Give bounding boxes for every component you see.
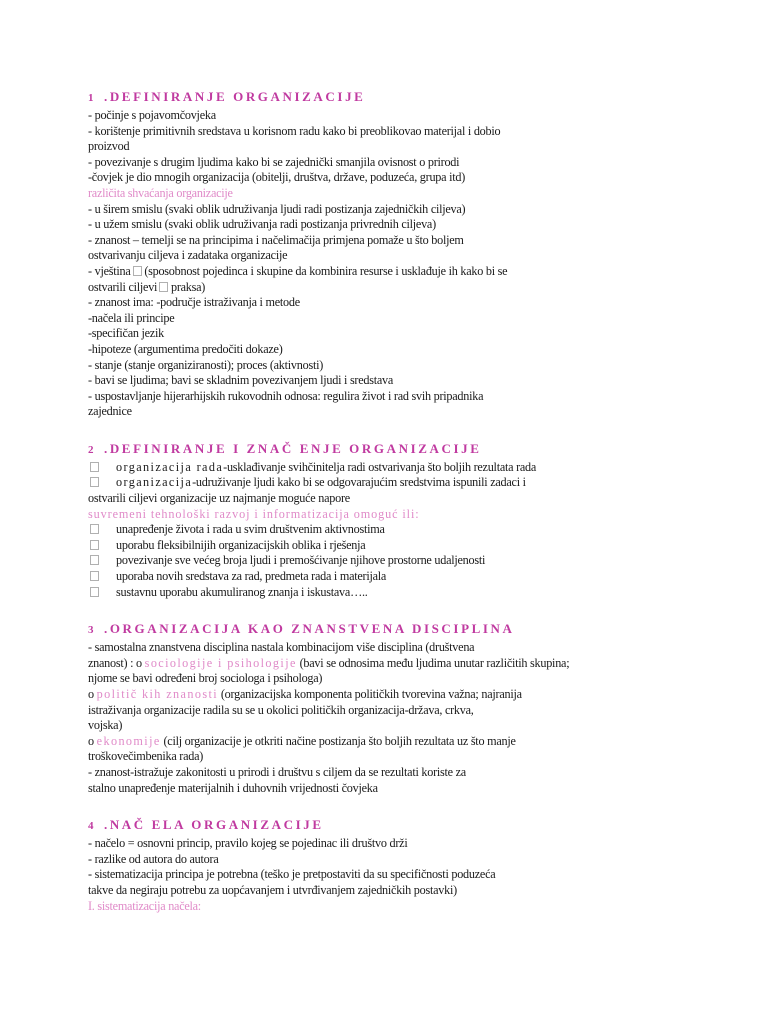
s4-subheading: I. sistematizacija načela:: [88, 898, 201, 913]
section-4-title: .NAČ ELA ORGANIZACIJE: [103, 817, 324, 833]
s4-line: - razlike od autora do autora: [88, 851, 219, 866]
s1-ostvarili-label: ostvarili ciljevi: [88, 279, 158, 294]
s3-line: njome se bavi određeni broj sociologa i psihologa): [88, 671, 323, 686]
list-item-text: povezivanje sve većeg broja ljudi i premošćivanje njihove prostorne udaljenosti: [116, 553, 486, 568]
s3-line: istraživanja organizacije radila su se u okolici političkih organizacija-država, crkva,: [88, 702, 474, 717]
s3-line: - samostalna znanstvena disciplina nastala kombinacijom više disciplina (društvena: [88, 640, 475, 655]
s2-subheading: suvremeni tehnološki razvoj i informatizacija omoguć ili:: [88, 506, 420, 521]
s1-line: -čovjek je dio mnogih organizacija (obitelji, društva, države, poduzeća, grupa itd): [88, 170, 466, 185]
s1-vjestina-text: (sposobnost pojedinca i skupine da kombinira resurse i usklađuje ih kako bi se: [141, 263, 508, 278]
s3-text: (bavi se odnosima među ljudima unutar različitih skupina;: [296, 655, 570, 670]
s1-line: -specifičan jezik: [88, 326, 164, 341]
list-item: [88, 460, 728, 476]
section-3-number: 3: [88, 624, 97, 637]
s1-vjestina-label: - vještina: [88, 263, 131, 278]
s3-text: o: [88, 733, 97, 748]
section-2-heading: [88, 440, 728, 459]
section-1-title: .DEFINIRANJE ORGANIZACIJE: [103, 89, 366, 104]
s3-text: o: [88, 687, 97, 701]
s3-line: [88, 687, 728, 703]
section-3-heading: [88, 620, 728, 639]
s1-line: -načela ili principe: [88, 310, 175, 325]
s3-text: (organizacijska komponenta političkih tvorevina važna; najranija: [218, 687, 522, 701]
list-item: [88, 569, 728, 585]
s1-line: proizvod: [88, 139, 130, 154]
discipline-sociology: sociologije i psihologije: [144, 655, 297, 670]
s4-line: - sistematizacija principa je potrebna (teško je pretpostaviti da su specifičnosti poduzeća: [88, 867, 496, 882]
term-definition: -udruživanje ljudi kako bi se odgovarajućim sredstvima ispunili zadaci i: [192, 475, 526, 490]
s3-line: [88, 734, 728, 750]
s1-line: - korištenje primitivnih sredstava u korisnom radu kako bi preoblikovao materijal i dobio: [88, 123, 501, 138]
section-1-number: 1: [88, 92, 97, 104]
s1-line: - znanost ima: -područje istraživanja i metode: [88, 295, 300, 310]
missing-glyph-icon: [159, 282, 168, 292]
bullet-icon: [88, 553, 116, 569]
list-item: [88, 475, 728, 491]
list-item-text: unapređenje života i rada u svim društvenim aktivnostima: [116, 522, 385, 537]
s3-text: znanost) : o: [88, 655, 145, 670]
s1-line: - u užem smislu (svaki oblik udruživanja radi postizanja privrednih ciljeva): [88, 217, 436, 232]
discipline-political-science: politič kih znanosti: [96, 687, 219, 701]
bullet-icon: [88, 460, 116, 476]
list-item: [88, 553, 728, 569]
s1-line: - znanost – temelji se na principima i načelimačija primjena pomaže u što boljem: [88, 232, 464, 247]
bullet-icon: [88, 585, 116, 601]
s1-line: ostvarivanju ciljeva i zadataka organizacije: [88, 248, 288, 263]
s1-subheading: različita shvaćanja organizacije: [88, 185, 233, 200]
s4-line: takve da negiraju potrebu za uopćavanjem i utvrđivanjem zajedničkih postavki): [88, 882, 457, 897]
list-item-text: uporaba novih sredstava za rad, predmeta rada i materijala: [116, 569, 387, 584]
s1-vjestina-line: [88, 264, 728, 280]
s1-line: - bavi se ljudima; bavi se skladnim povezivanjem ljudi i sredstava: [88, 373, 394, 388]
s1-line: - u širem smislu (svaki oblik udruživanja ljudi radi postizanja zajedničkih ciljeva): [88, 201, 466, 216]
term: organizacija: [116, 475, 193, 490]
list-item-text: sustavnu uporabu akumuliranog znanja i iskustava…..: [116, 584, 368, 599]
bullet-icon: [88, 475, 116, 491]
s1-ostvarili-line: [88, 280, 728, 296]
s1-line: - uspostavljanje hijerarhijskih rukovodnih odnosa: regulira život i rad svih pripadnika: [88, 388, 484, 403]
section-3-title: .ORGANIZACIJA KAO ZNANSTVENA DISCIPLINA: [103, 621, 515, 637]
missing-glyph-icon: [133, 266, 142, 276]
s4-line: - načelo = osnovni princip, pravilo kojeg se pojedinac ili društvo drži: [88, 836, 408, 851]
s1-line: - stanje (stanje organiziranosti); proces (aktivnosti): [88, 357, 324, 372]
s1-line: - povezivanje s drugim ljudima kako bi se zajednički smanjila ovisnost o prirodi: [88, 154, 460, 169]
list-item-text: uporabu fleksibilnijih organizacijskih oblika i rješenja: [116, 537, 366, 552]
section-2-title: .DEFINIRANJE I ZNAČ ENJE ORGANIZACIJE: [103, 440, 482, 456]
section-4-number: 4: [88, 820, 97, 833]
bullet-icon: [88, 538, 116, 554]
document-page: [88, 88, 728, 914]
s3-line: [88, 656, 728, 672]
s1-ostvarili-text: praksa): [168, 279, 206, 294]
discipline-economics: ekonomije: [96, 733, 161, 748]
s1-line: - počinje s pojavomčovjeka: [88, 108, 216, 122]
list-item: [88, 522, 728, 538]
term: organizacija rada: [116, 459, 224, 474]
s1-line: -hipoteze (argumentima predočiti dokaze): [88, 341, 283, 356]
s3-text: (cilj organizacije je otkriti načine postizanja što boljih rezultata uz što manje: [160, 733, 516, 748]
s3-line: stalno unapređenje materijalnih i duhovnih vrijednosti čovjeka: [88, 780, 378, 795]
s3-line: - znanost-istražuje zakonitosti u prirodi i društvu s ciljem da se rezultati koriste za: [88, 764, 466, 779]
section-2-number: 2: [88, 443, 97, 456]
s3-line: vojska): [88, 718, 123, 733]
s2-line: ostvarili ciljevi organizacije uz najmanje moguće napore: [88, 491, 350, 506]
bullet-icon: [88, 569, 116, 585]
s3-line: troškovečimbenika rada): [88, 749, 204, 764]
list-item: [88, 585, 728, 601]
section-1-heading: [88, 88, 728, 107]
term-definition: -usklađivanje svihčinitelja radi ostvarivanja što boljih rezultata rada: [223, 459, 537, 474]
section-4-heading: [88, 816, 728, 835]
list-item: [88, 538, 728, 554]
s1-line: zajednice: [88, 404, 132, 419]
bullet-icon: [88, 522, 116, 538]
